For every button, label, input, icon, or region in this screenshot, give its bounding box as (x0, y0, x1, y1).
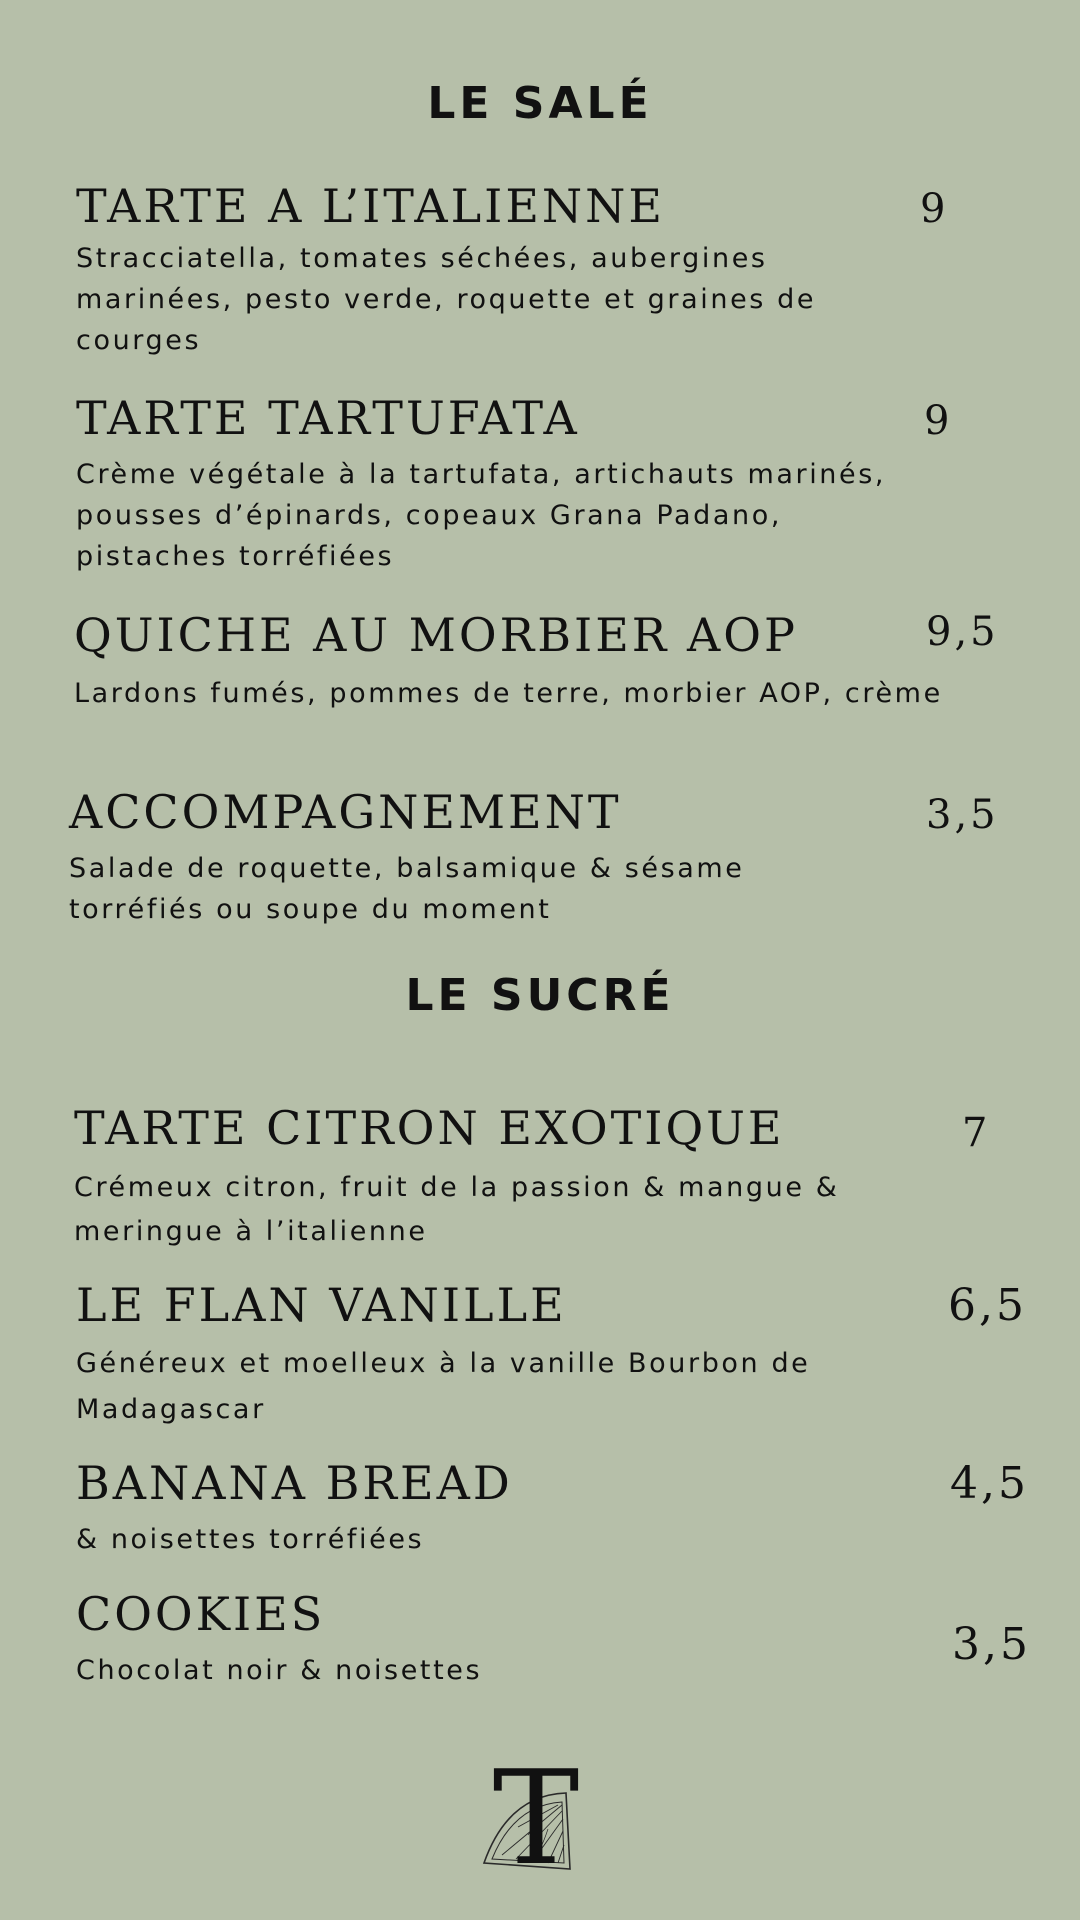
menu-item-quiche-morbier (74, 607, 1014, 757)
menu-item-flan-vanille (76, 1277, 1027, 1437)
item-name: TARTE A L’ITALIENNE (76, 179, 666, 233)
item-name: TARTE CITRON EXOTIQUE (74, 1101, 785, 1155)
item-name: BANANA BREAD (76, 1456, 513, 1510)
item-price: 9 (924, 398, 953, 444)
logo (478, 1745, 598, 1875)
menu-item-tarte-italienne (76, 178, 976, 358)
item-description: Stracciatella, tomates séchées, aubergines marinées, pesto verde, roquette et graines de courges (76, 243, 817, 356)
menu-item-banana-bread (76, 1455, 1029, 1565)
item-price: 4,5 (950, 1458, 1029, 1509)
item-name: TARTE TARTUFATA (76, 391, 580, 445)
logo-letter: T (492, 1745, 580, 1875)
item-description: Généreux et moelleux à la vanille Bourbon de Madagascar (76, 1348, 811, 1425)
item-name: COOKIES (76, 1587, 326, 1641)
item-price: 3,5 (952, 1619, 1031, 1670)
item-name: LE FLAN VANILLE (76, 1278, 567, 1332)
menu-item-accompagnement (69, 784, 1009, 934)
item-description: Lardons fumés, pommes de terre, morbier AOP, crème (74, 678, 943, 709)
item-description: Crème végétale à la tartufata, artichauts marinés, pousses d’épinards, copeaux Grana Padano, pistaches torréfiées (76, 459, 887, 572)
item-price: 9 (920, 186, 949, 232)
item-description: & noisettes torréfiées (76, 1524, 425, 1555)
section-title-sucre: LE SUCRÉ (405, 970, 675, 1021)
lemon-slice-icon (478, 1745, 598, 1875)
item-description: Crémeux citron, fruit de la passion & mangue & meringue à l’italienne (74, 1172, 840, 1247)
menu-item-tarte-tartufata (76, 390, 976, 580)
item-price: 9,5 (926, 609, 999, 655)
menu-item-tarte-citron (74, 1100, 1014, 1260)
item-price: 6,5 (948, 1280, 1027, 1331)
section-title-sale: LE SALÉ (427, 78, 653, 129)
item-name: QUICHE AU MORBIER AOP (74, 608, 798, 662)
item-description: Chocolat noir & noisettes (76, 1655, 483, 1686)
item-name: ACCOMPAGNEMENT (69, 785, 622, 839)
item-price: 7 (962, 1110, 991, 1156)
menu-item-cookies (76, 1586, 1031, 1696)
item-price: 3,5 (926, 792, 999, 838)
item-description: Salade de roquette, balsamique & sésame torréfiés ou soupe du moment (69, 853, 745, 925)
